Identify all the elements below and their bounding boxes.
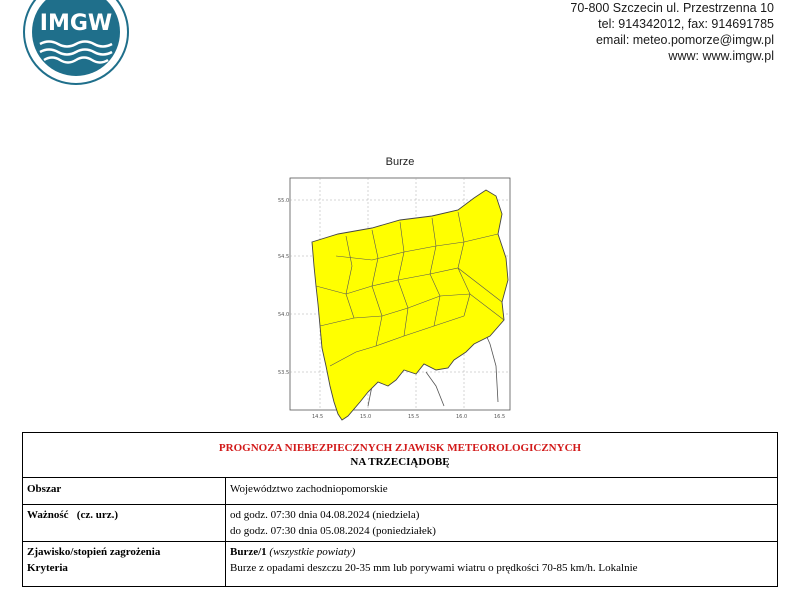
validity-label: [23, 505, 226, 542]
x-tick-label: 15.0: [360, 414, 372, 420]
y-tick-label: 54.5: [278, 254, 290, 260]
area-label: Obszar: [23, 478, 226, 505]
criteria-value: Burze z opadami deszczu 20-35 mm lub porywami wiatru o prędkości 70-85 km/h. Lokalnie: [230, 562, 638, 574]
contact-email[interactable]: email: meteo.pomorze@imgw.pl: [595, 33, 774, 47]
contact-www[interactable]: www: www.imgw.pl: [668, 49, 774, 63]
criteria-label: Kryteria: [27, 562, 68, 574]
validity-from: od godz. 07:30 dnia 04.08.2024 (niedziela): [230, 509, 420, 521]
phenomenon-line: [230, 544, 773, 560]
contact-block: [570, 0, 774, 64]
phenomenon-label: Zjawisko/stopień zagrożenia: [27, 546, 161, 558]
warning-map: [276, 176, 526, 426]
warning-header: [23, 433, 778, 478]
map-svg: [276, 176, 526, 426]
y-tick-label: 54.0: [278, 312, 290, 318]
imgw-logo: [22, 0, 130, 86]
y-tick-label: 55.0: [278, 198, 290, 204]
validity-to: do godz. 07:30 dnia 05.08.2024 (poniedziałek): [230, 525, 436, 537]
contact-address: 70-800 Szczecin ul. Przestrzenna 10: [570, 1, 774, 15]
phenomenon-labels: [23, 542, 226, 587]
phenomenon-value: Burze/1: [230, 546, 267, 558]
phenomenon-values: [226, 542, 778, 587]
table-row: [23, 478, 778, 505]
svg-text:IMGW: IMGW: [39, 11, 113, 36]
x-tick-label: 16.5: [494, 414, 506, 420]
y-tick-label: 53.5: [278, 370, 290, 376]
warning-title: PROGNOZA NIEBEZPIECZNYCH ZJAWISK METEOROLOGICZNYCH: [218, 442, 582, 454]
phenomenon-scope: (wszystkie powiaty): [269, 546, 356, 558]
x-tick-label: 16.0: [456, 414, 468, 420]
table-row: [23, 542, 778, 587]
warning-subtitle: NA TRZECIĄDOBĘ: [350, 456, 450, 468]
table-row: [23, 505, 778, 542]
x-tick-label: 15.5: [408, 414, 420, 420]
map-title: Burze: [385, 156, 415, 168]
area-value: Województwo zachodniopomorskie: [226, 478, 778, 505]
validity-value: [226, 505, 778, 542]
warning-table: [22, 432, 778, 587]
validity-label-text: Ważność (cz. urz.): [27, 509, 119, 521]
contact-phone: tel: 914342012, fax: 914691785: [598, 17, 774, 31]
x-tick-label: 14.5: [312, 414, 324, 420]
